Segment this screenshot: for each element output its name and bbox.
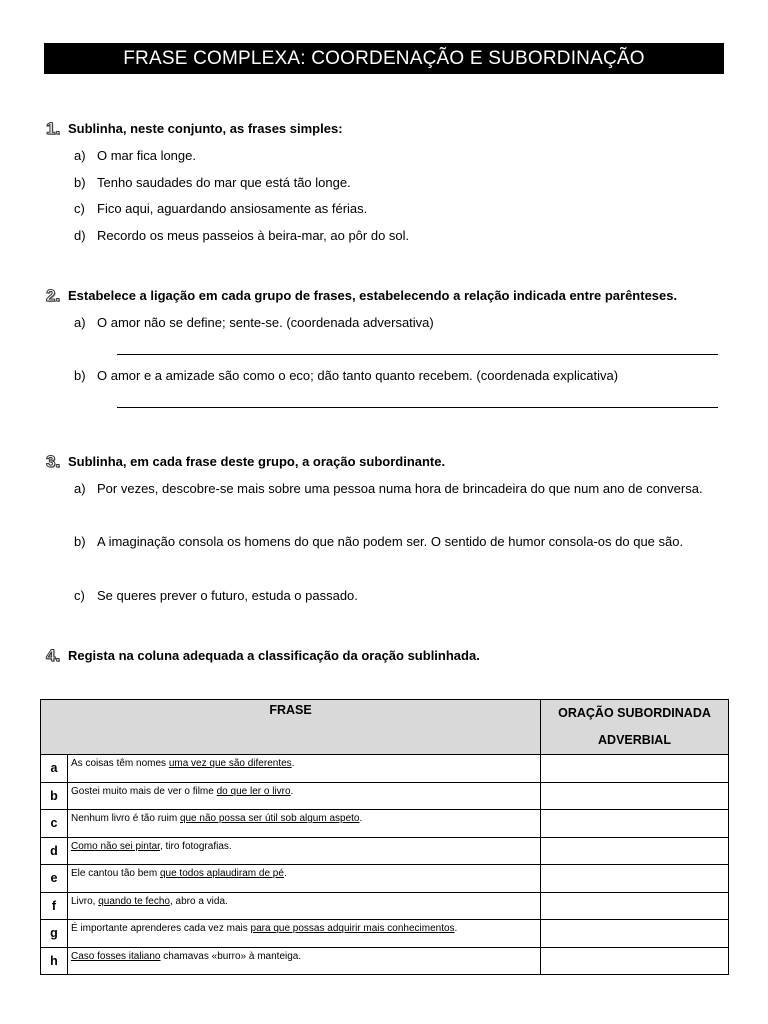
sentence-text: .	[359, 813, 363, 824]
table-row	[41, 782, 729, 810]
question-3	[46, 454, 445, 470]
sentence-text: Ele cantou tão bem	[71, 868, 160, 879]
list-item	[74, 148, 196, 164]
underlined-clause: Caso fosses italiano	[71, 950, 161, 962]
answer-cell[interactable]	[541, 810, 729, 838]
row-letter: d	[41, 837, 68, 865]
sentence-text: .	[283, 868, 287, 879]
sentence-cell	[68, 947, 541, 975]
sentence-text: Gostei muito mais de ver o filme	[71, 785, 217, 797]
sentence-text: .	[454, 923, 458, 934]
table-row	[41, 920, 729, 948]
item-label: c)	[74, 201, 85, 216]
question-4	[46, 648, 480, 664]
sentence-cell	[68, 810, 541, 838]
sentence-text: chamavas «burro» à manteiga.	[160, 950, 302, 962]
item-text: O mar fica longe.	[97, 148, 196, 163]
list-item	[74, 588, 358, 604]
item-label: b)	[74, 534, 86, 549]
row-letter: e	[41, 865, 68, 893]
list-item	[74, 201, 367, 217]
sentence-text: .	[291, 758, 295, 769]
answer-cell[interactable]	[541, 782, 729, 810]
question-prompt: Estabelece a ligação em cada grupo de frases, estabelecendo a relação indicada entre parênteses.	[68, 288, 678, 303]
underlined-clause: que não possa ser útil sob algum aspeto	[179, 813, 360, 824]
table-row	[41, 947, 729, 975]
table-row	[41, 865, 729, 893]
answer-cell[interactable]	[541, 755, 729, 783]
sentence-cell	[68, 755, 541, 783]
table-row	[41, 892, 729, 920]
list-item	[74, 175, 351, 191]
sentence-text: Nenhum livro é tão ruim	[71, 813, 180, 824]
answer-line[interactable]	[117, 407, 718, 408]
question-prompt: Sublinha, em cada frase deste grupo, a oração subordinante.	[68, 454, 446, 469]
table-row	[41, 755, 729, 783]
item-text: A imaginação consola os homens do que não podem ser. O sentido de humor consola-os do que são.	[97, 534, 684, 549]
page-title: FRASE COMPLEXA: COORDENAÇÃO E SUBORDINAÇÃO	[44, 43, 724, 74]
item-label: c)	[74, 588, 85, 603]
item-text: O amor não se define; sente-se. (coordenada adversativa)	[97, 315, 434, 330]
item-label: a)	[74, 315, 86, 330]
sentence-cell	[68, 782, 541, 810]
table-row	[41, 837, 729, 865]
list-item	[74, 315, 434, 331]
item-text: Por vezes, descobre-se mais sobre uma pessoa numa hora de brincadeira do que num ano de conversa.	[97, 481, 703, 496]
list-item	[74, 228, 409, 244]
answer-cell[interactable]	[541, 892, 729, 920]
item-text: Tenho saudades do mar que está tão longe.	[97, 175, 351, 190]
sentence-text: , tiro fotografias.	[159, 840, 232, 852]
row-letter: f	[41, 892, 68, 920]
underlined-clause: Como não sei pintar	[71, 840, 160, 852]
underlined-clause: que todos aplaudiram de pé	[159, 868, 284, 879]
answer-cell[interactable]	[541, 865, 729, 893]
question-number: 1.	[46, 119, 61, 138]
column-header-classification: ORAÇÃO SUBORDINADA ADVERBIAL	[541, 700, 729, 755]
sentence-text: , abro a vida.	[169, 895, 228, 907]
sentence-cell	[68, 920, 541, 948]
row-letter: a	[41, 755, 68, 783]
answer-line[interactable]	[117, 354, 718, 355]
row-letter: h	[41, 947, 68, 975]
sentence-text: As coisas têm nomes	[71, 758, 169, 769]
item-label: b)	[74, 175, 86, 190]
item-text: Se queres prever o futuro, estuda o passado.	[97, 588, 358, 603]
item-label: a)	[74, 481, 86, 496]
column-header-frase: FRASE	[41, 700, 541, 755]
item-text: Recordo os meus passeios à beira-mar, ao pôr do sol.	[97, 228, 410, 243]
item-label: a)	[74, 148, 86, 163]
item-text: O amor e a amizade são como o eco; dão tanto quanto recebem. (coordenada explicativa)	[97, 368, 619, 383]
list-item	[74, 368, 618, 384]
item-text: Fico aqui, aguardando ansiosamente as férias.	[97, 201, 368, 216]
question-1	[46, 121, 343, 137]
row-letter: b	[41, 782, 68, 810]
question-2	[46, 288, 677, 304]
answer-cell[interactable]	[541, 837, 729, 865]
question-prompt: Sublinha, neste conjunto, as frases simples:	[68, 121, 343, 136]
underlined-clause: para que possas adquirir mais conhecimentos	[250, 923, 455, 934]
item-label: b)	[74, 368, 86, 383]
sentence-cell	[68, 837, 541, 865]
sentence-cell	[68, 865, 541, 893]
answer-cell[interactable]	[541, 947, 729, 975]
sentence-text: .	[290, 785, 294, 797]
question-number: 2.	[46, 286, 61, 305]
table-row	[41, 810, 729, 838]
classification-table	[40, 699, 729, 975]
underlined-clause: uma vez que são diferentes	[168, 758, 292, 769]
list-item	[74, 528, 721, 555]
question-number: 3.	[46, 452, 61, 471]
sentence-text: É importante aprenderes cada vez mais	[71, 923, 251, 934]
question-number: 4.	[46, 646, 61, 665]
row-letter: g	[41, 920, 68, 948]
row-letter: c	[41, 810, 68, 838]
underlined-clause: do que ler o livro	[216, 785, 291, 797]
sentence-text: Livro,	[71, 895, 99, 907]
list-item	[74, 475, 721, 502]
item-label: d)	[74, 228, 86, 243]
question-prompt: Regista na coluna adequada a classificação da oração sublinhada.	[68, 648, 480, 663]
underlined-clause: quando te fecho	[98, 895, 170, 907]
sentence-cell	[68, 892, 541, 920]
answer-cell[interactable]	[541, 920, 729, 948]
